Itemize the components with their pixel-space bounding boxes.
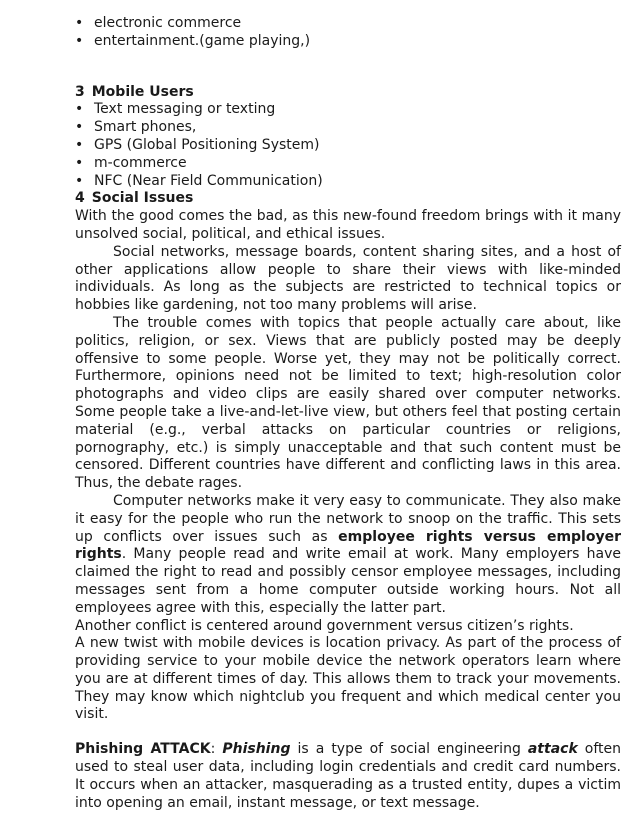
section-title: Social Issues bbox=[91, 190, 194, 207]
list-item: • electronic commerce bbox=[75, 15, 621, 33]
bullet-list-top bbox=[75, 15, 621, 51]
list-item: • Text messaging or texting bbox=[75, 101, 621, 119]
paragraph-text: often used to steal user data, including login credentials and credit card numbers. It occurs when an attacker, masquerading as a trusted entity, dupes a victim into opening an email, instant message, or text message. bbox=[75, 741, 621, 811]
paragraph-phishing bbox=[75, 741, 621, 812]
list-item: • Smart phones, bbox=[75, 119, 621, 137]
bullet-list-mobile-users bbox=[75, 101, 621, 190]
section-title: Mobile Users bbox=[91, 83, 194, 100]
paragraph-text: Computer networks make it very easy to communicate. They also make it easy for the people who run the network to snoop on the traffic. This sets up conflicts over issues such as bbox=[75, 492, 621, 545]
paragraph-government-conflict: Another conflict is centered around government versus citizen’s rights. bbox=[75, 617, 574, 634]
list-item: • m-commerce bbox=[75, 155, 621, 173]
blank-space bbox=[75, 51, 621, 84]
phishing-term: Phishing bbox=[222, 741, 291, 758]
paragraph-trouble: The trouble comes with topics that people actually care about, like politics, religion, or sex. Views that are publicly posted may be deeply offensive to some people. Worse yet, they may not be politically correct. Furthermore, opinions need not be limited to text; high-resolution color photographs and video clips are easily shared over computer networks. Some people take a live-and-let-live view, but others feel that posting certain material (e.g., verbal attacks on particular countries or religions, pornography, etc.) is simply unacceptable and that such content must be censored. Different countries have different and conflicting laws in this area. Thus, the debate rages. bbox=[75, 314, 621, 492]
paragraph-text: is a type of social engineering bbox=[290, 741, 528, 758]
section-number: 3 bbox=[75, 83, 85, 100]
paragraph-location-privacy: A new twist with mobile devices is location privacy. As part of the process of providing service to your mobile device the network operators learn where you are at different times of day. This allows them to track your movements. They may know which nightclub you frequent and which medical center you visit. bbox=[75, 635, 621, 723]
paragraph-intro: With the good comes the bad, as this new-found freedom brings with it many unsolved social, political, and ethical issues. bbox=[75, 208, 621, 242]
list-item: • NFC (Near Field Communication) bbox=[75, 173, 621, 191]
list-item: • entertainment.(game playing,) bbox=[75, 33, 621, 51]
phishing-label: Phishing ATTACK bbox=[75, 741, 211, 758]
blank-space bbox=[75, 724, 621, 741]
section-heading-social-issues bbox=[75, 190, 621, 208]
paragraph-text: : bbox=[210, 741, 223, 758]
section-heading-mobile-users bbox=[75, 84, 621, 102]
attack-term: attack bbox=[527, 741, 578, 758]
section-number: 4 bbox=[75, 190, 85, 207]
bold-phrase: employee rights versus employer rights bbox=[75, 528, 621, 563]
paragraph-text: . Many people read and write email at work. Many employers have claimed the right to read and possibly censor employee messages, including messages sent from a home computer outside working hours. Not all employees agree with this, especially the latter part. bbox=[75, 546, 621, 616]
list-item: • GPS (Global Positioning System) bbox=[75, 137, 621, 155]
document-body bbox=[75, 15, 621, 812]
paragraph-snooping bbox=[75, 493, 621, 618]
paragraph-social-networks: Social networks, message boards, content sharing sites, and a host of other applications allow people to share their views with like-minded individuals. As long as the subjects are restricted to technical topics or hobbies like gardening, not too many problems will arise. bbox=[75, 243, 621, 314]
